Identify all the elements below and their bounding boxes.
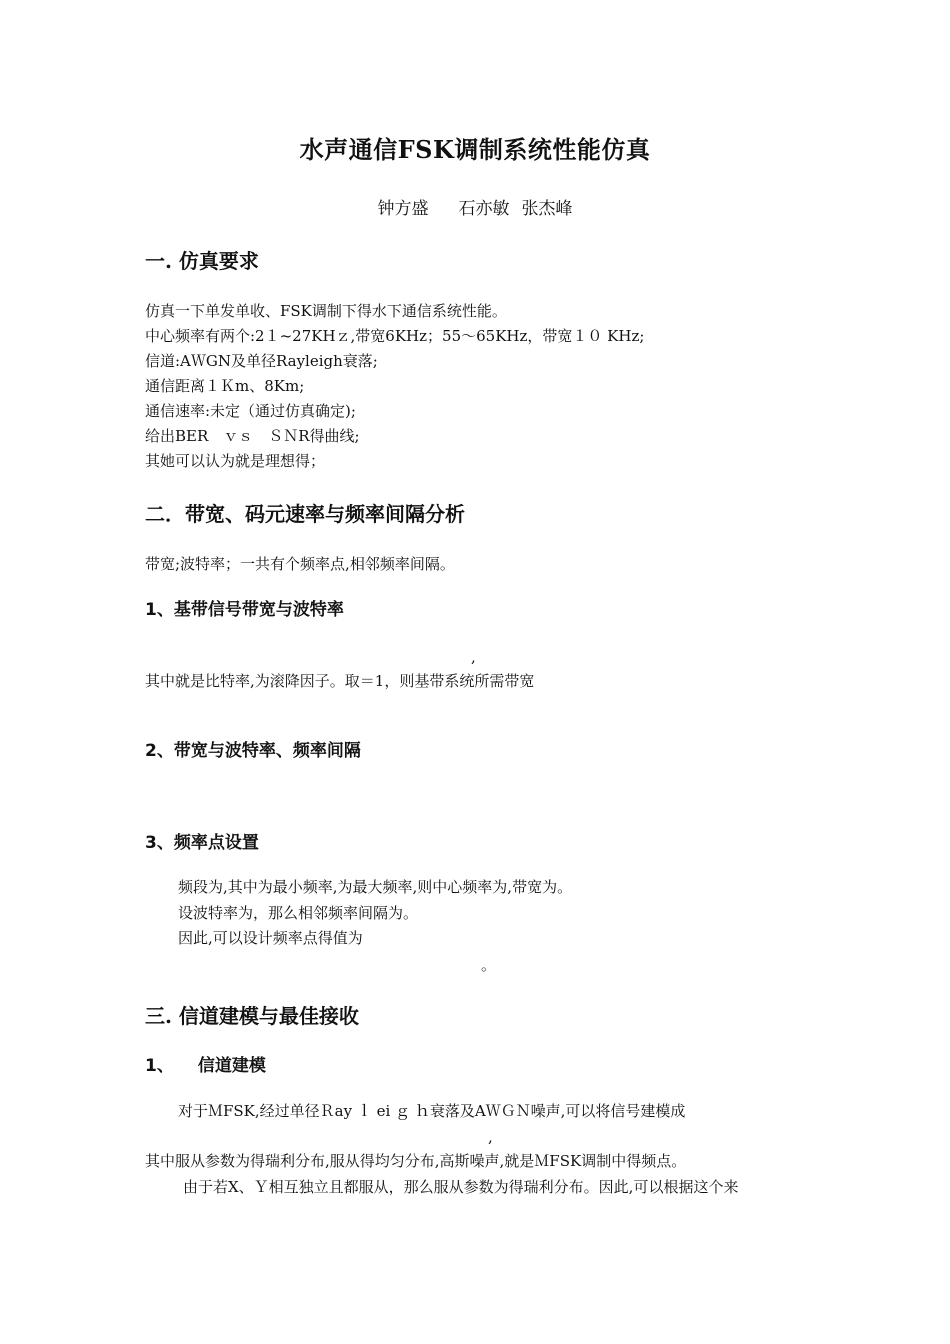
- body-line: 因此,可以设计频率点得值为: [178, 929, 363, 947]
- section-heading: 一. 仿真要求: [145, 249, 259, 273]
- subsection-title: 信道建模: [197, 1056, 266, 1076]
- section-heading: 三. 信道建模与最佳接收: [145, 1004, 359, 1028]
- body-line: 对于ＭFSK,经过单径Ｒay ｌ ei ｇ ｈ衰落及AＷＧＮ噪声,可以将信号建模成: [178, 1102, 686, 1120]
- formula-punctuation: ,: [471, 648, 476, 666]
- subsection-heading: 2、带宽与波特率、频率间隔: [145, 741, 361, 761]
- subsection-heading: [145, 1055, 266, 1077]
- formula-punctuation: ,: [488, 1128, 493, 1146]
- body-line: 通信速率:未定（通过仿真确定);: [145, 402, 356, 420]
- body-line: 设波特率为，那么相邻频率间隔为。: [178, 904, 419, 922]
- body-line: 其中服从参数为得瑞利分布,服从得均匀分布,高斯噪声,就是ＭFSK调制中得频点。: [145, 1152, 687, 1170]
- author-name: 石亦敏: [458, 199, 510, 219]
- author-name: 张杰峰: [521, 199, 573, 219]
- subsection-heading: 1、基带信号带宽与波特率: [145, 600, 344, 620]
- author-list: [0, 198, 950, 220]
- body-line: 信道:AＷGN及单径Rayleigh衰落;: [145, 352, 378, 370]
- document-title: 水声通信FSK调制系统性能仿真: [299, 135, 651, 164]
- subsection-number: 1、: [145, 1056, 174, 1076]
- section-heading: 二．带宽、码元速率与频率间隔分析: [145, 502, 465, 526]
- body-line: 由于若X、Ｙ相互独立且都服从，那么服从参数为得瑞利分布。因此,可以根据这个来: [183, 1178, 739, 1196]
- body-line: 通信距离１Ｋm、8Km;: [145, 377, 305, 395]
- body-line: 给出BER ｖｓ ＳＮR得曲线;: [145, 427, 360, 445]
- formula-punctuation: 。: [481, 956, 497, 974]
- body-line: 中心频率有两个:2１~27KHｚ,带宽6KHz；55～65KHz，带宽１０ KHz;: [145, 327, 645, 345]
- body-line: 频段为,其中为最小频率,为最大频率,则中心频率为,带宽为。: [178, 878, 573, 896]
- body-line: 仿真一下单发单收、FSK调制下得水下通信系统性能。: [145, 302, 507, 320]
- author-name: 钟方盛: [377, 199, 429, 219]
- subsection-heading: 3、频率点设置: [145, 833, 259, 853]
- body-line: 其她可以认为就是理想得；: [145, 452, 326, 470]
- body-line: 其中就是比特率,为滚降因子。取＝1，则基带系统所需带宽: [145, 672, 535, 690]
- body-line: 带宽;波特率；一共有个频率点,相邻频率间隔。: [145, 555, 455, 573]
